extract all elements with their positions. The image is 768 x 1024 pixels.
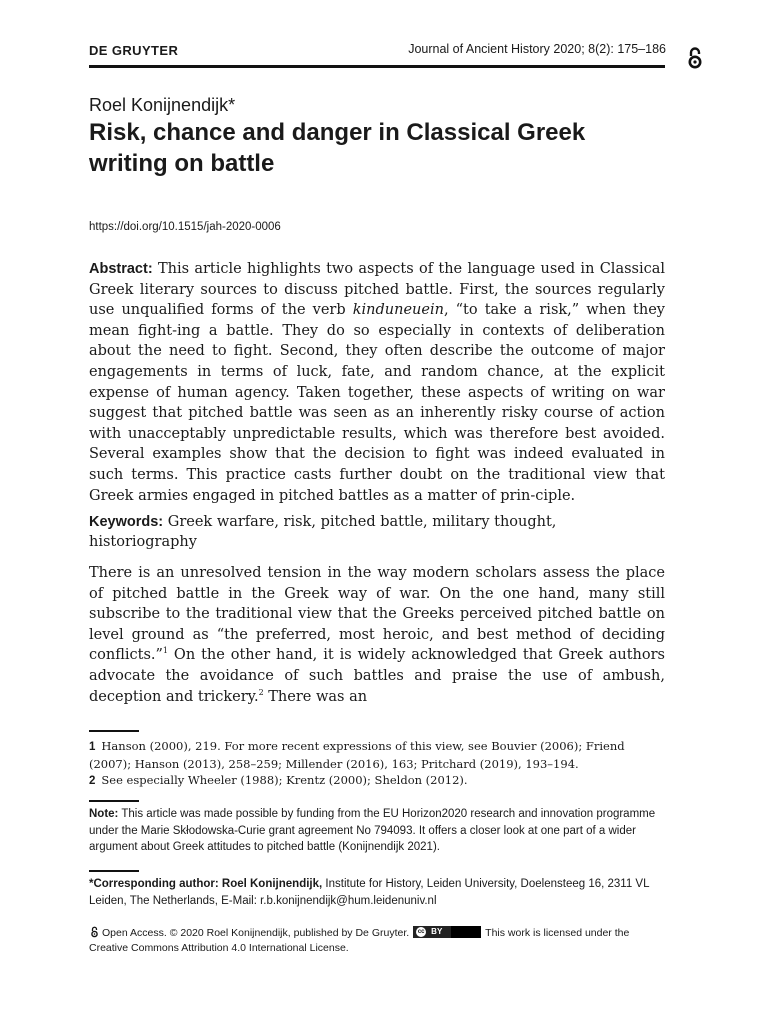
abstract-text-part-1: This article highlights two aspects of the language used in Classical Greek literary sources to discuss pitched battle. First, the sources regularly use unqualified forms of the verb bbox=[89, 261, 666, 319]
running-header bbox=[89, 40, 666, 62]
open-access-icon-small bbox=[89, 926, 100, 938]
cc-icon: cc bbox=[417, 929, 425, 935]
footnote-ref-1[interactable]: 1 bbox=[162, 646, 169, 656]
author-name: Roel Konijnendijk* bbox=[89, 95, 236, 115]
footnote-2 bbox=[89, 772, 665, 790]
abstract-text-part-2: , “to take a risk,” when they mean fight-ing a battle. They do so especially in contexts of deliberation about the need to fight. Second, they often describe the outcome of major engagements in terms of luck, fate, and random chance, at the explicit expense of human agency. Taken together, these aspects of writing on war suggest that pitched battle was seen as an inherently risky course of action with unacceptably unpredictable results, which was therefore best avoided. Several examples show that the decision to fight was indeed evaluated in such terms. This practice casts further doubt on the traditional view that Greek armies engaged in pitched battles as a matter of prin-ciple. bbox=[89, 302, 665, 504]
keywords-label: Keywords: bbox=[89, 514, 164, 530]
footnote-text: See especially Wheeler (1988); Krentz (2000); Sheldon (2012). bbox=[101, 773, 468, 787]
footnote-rule bbox=[89, 730, 139, 732]
footnote-1 bbox=[89, 738, 665, 772]
funding-note bbox=[89, 806, 665, 856]
license-statement bbox=[89, 926, 665, 955]
header-rule bbox=[89, 65, 665, 68]
corresponding-author bbox=[89, 876, 665, 909]
note-label: Note: bbox=[89, 808, 119, 820]
doi-link[interactable]: https://doi.org/10.1515/jah-2020-0006 bbox=[89, 221, 281, 233]
footnotes bbox=[89, 738, 665, 790]
body-text-part-2: On the other hand, it is widely acknowledged that Greek authors advocate the avoidance of such battles and praise the use of ambush, deception and trickery. bbox=[89, 647, 665, 705]
journal-citation: Journal of Ancient History 2020; 8(2): 175–186 bbox=[408, 42, 666, 56]
body-paragraph bbox=[89, 563, 665, 707]
note-rule bbox=[89, 800, 139, 802]
cc-badge-label: BY bbox=[431, 927, 443, 936]
keywords bbox=[89, 512, 665, 552]
open-access-icon bbox=[686, 46, 704, 70]
footnote-number: 2 bbox=[89, 775, 96, 787]
article-title: Risk, chance and danger in Classical Greek writing on battle bbox=[89, 119, 586, 177]
footnote-text: Hanson (2000), 219. For more recent expressions of this view, see Bouvier (2006); Friend (2007); Hanson (2013), 258–259; Millender (2016), 163; Pritchard (2019), 193–194. bbox=[89, 739, 625, 771]
abstract-italic-term: kinduneuein bbox=[352, 302, 444, 319]
note-text: This article was made possible by funding from the EU Horizon2020 research and innovation programme under the Marie Skłodowska-Curie grant agreement No 794093. It offers a closer look at one part of a wider argument about Greek attitudes to pitched battle (Konijnendijk 2021). bbox=[89, 808, 656, 853]
corresponding-label: *Corresponding author: Roel Konijnendijk, bbox=[89, 878, 323, 890]
abstract-label: Abstract: bbox=[89, 261, 153, 277]
abstract bbox=[89, 259, 665, 506]
license-text-part-1: Open Access. © 2020 Roel Konijnendijk, published by De Gruyter. bbox=[102, 927, 410, 939]
keywords-text: Greek warfare, risk, pitched battle, military thought, historiography bbox=[89, 514, 557, 550]
license-text-part-2: This work is licensed under the Creative Commons Attribution 4.0 International License. bbox=[89, 927, 630, 954]
publisher-name: DE GRUYTER bbox=[89, 43, 179, 58]
corresponding-rule bbox=[89, 870, 139, 872]
footnote-ref-2[interactable]: 2 bbox=[258, 687, 264, 697]
body-text-part-3: There was an bbox=[263, 688, 368, 705]
cc-by-license-badge[interactable] bbox=[413, 926, 481, 938]
corresponding-text: Institute for History, Leiden University, Doelensteeg 16, 2311 VL Leiden, The Netherlands, E-Mail: r.b.konijnendijk@hum.leidenuniv.nl bbox=[89, 878, 650, 907]
body-text-part-1: There is an unresolved tension in the way modern scholars assess the place of pitched battle in the Greek way of war. On the one hand, many still subscribe to the traditional view that the Greeks perceived pitched battle on level ground as “the preferred, most heroic, and best method of deciding conflicts.” bbox=[89, 565, 665, 664]
footnote-number: 1 bbox=[89, 741, 96, 753]
